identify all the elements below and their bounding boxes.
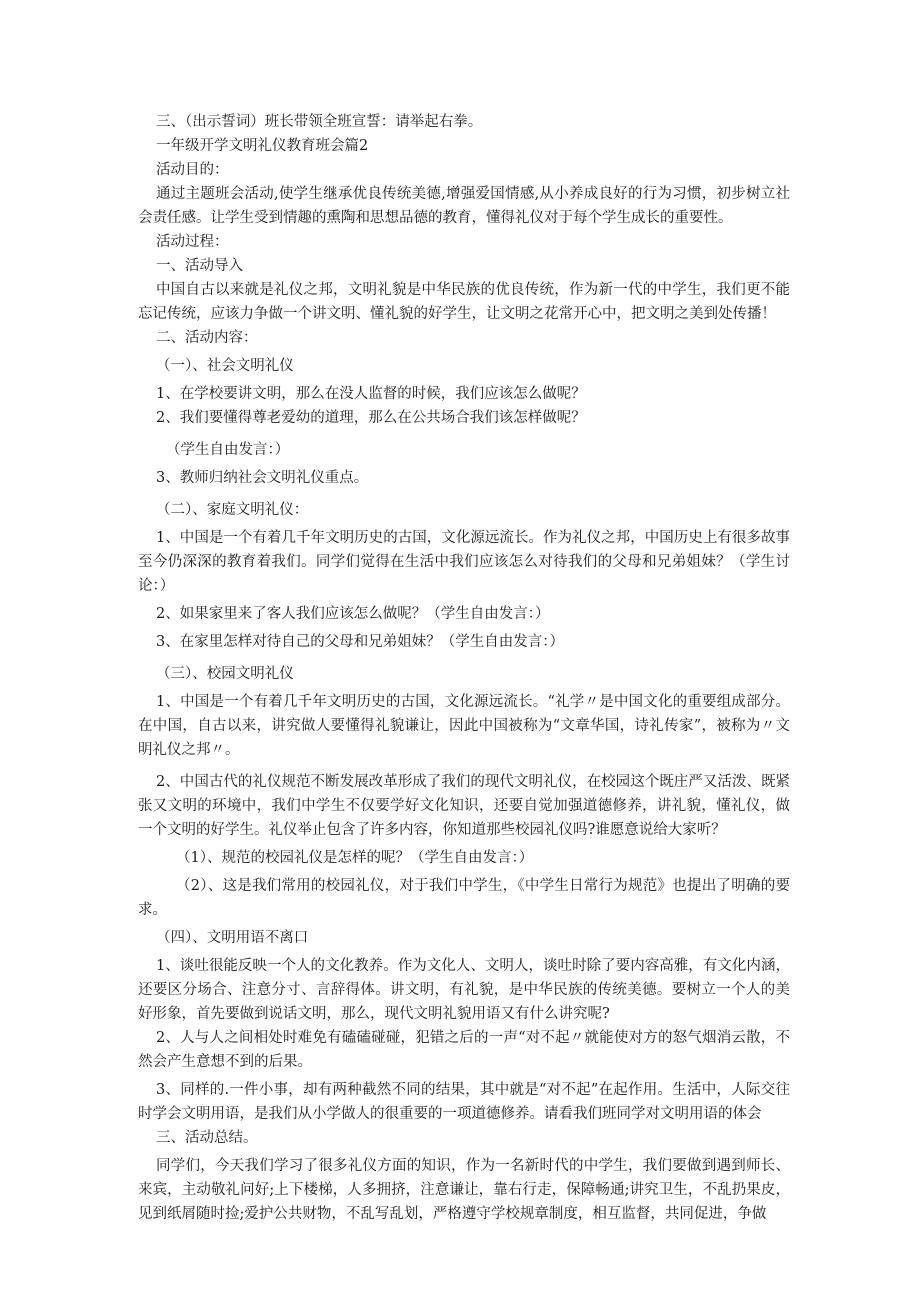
language-item-1: 1、谈吐很能反映一个人的文化教养。作为文化人、文明人，谈吐时除了要内容高雅，有文化内涵，还要区分场合、注意分寸、言辞得体。讲文明，有礼貌，是中华民族的传统美德。要树立一个人的美好形象，首先要做到说话文明，那么，现代文明礼貌用语又有什么讲究呢? xyxy=(138,958,790,1022)
campus-item-2: 2、中国古代的礼仪规范不断发展改革形成了我们的现代文明礼仪，在校园这个既庄严又活泼、既紧张又文明的环境中，我们中学生不仅要学好文化知识，还要自觉加强道德修养，讲礼貌，懂礼仪，做一个文明的好学生。礼仪举止包含了许多内容，你知道那些校园礼仪吗?谁愿意说给大家听？ xyxy=(138,774,790,838)
language-item-2: 2、人与人之间相处时难免有磕磕碰碰，犯错之后的一声“对不起〃就能使对方的怒气烟消云散，不然会产生意想不到的后果。 xyxy=(138,1030,790,1070)
social-item-3: 3、教师归纳社会文明礼仪重点。 xyxy=(156,470,369,486)
summary-paragraph: 同学们，今天我们学习了很多礼仪方面的知识，作为一名新时代的中学生，我们要做到遇到师长、来宾，主动敬礼问好;上下楼梯，人多拥挤，注意谦让，靠右行走，保障畅通;讲究卫生，不乱扔果皮，见到纸屑随时捡;爱护公共财物，不乱写乱划，严格遵守学校规章制度，相互监督，共同促进，争做 xyxy=(138,1158,790,1222)
section-title: 一年级开学文明礼仪教育班会篇2 xyxy=(156,138,369,154)
subheading-campus: （三）、校园文明礼仪 xyxy=(156,666,294,682)
subheading-family: （二）、家庭文明礼仪： xyxy=(156,502,309,518)
social-item-2: 2、我们要懂得尊老爱幼的道理，那么在公共场合我们该怎样做呢？ xyxy=(156,410,586,426)
campus-subitem-2: （2）、这是我们常用的校园礼仪，对于我们中学生，《中学生日常行为规范》也提出了明确的要求。 xyxy=(138,878,790,918)
heading-purpose: 活动目的： xyxy=(156,162,229,178)
heading-summary: 三、活动总结。 xyxy=(156,1130,258,1146)
language-item-3: 3、同样的.一件小事，却有两种截然不同的结果，其中就是“对不起”在起作用。生活中，人际交往时学会文明用语，是我们从小学做人的很重要的一项道德修养。请看我们班同学对文明用语的体会 xyxy=(138,1082,790,1122)
subheading-social: （一）、社会文明礼仪 xyxy=(156,358,294,374)
subheading-language: （四）、文明用语不离口 xyxy=(156,930,309,946)
student-speak-note: （学生自由发言：） xyxy=(166,442,290,458)
purpose-paragraph: 通过主题班会活动,使学生继承优良传统美德,增强爱国情感,从小养成良好的行为习惯，初步树立社会责任感。让学生受到情趣的熏陶和思想品德的教育，懂得礼仪对于每个学生成长的重要性。 xyxy=(138,186,790,226)
heading-content: 二、活动内容： xyxy=(156,330,258,346)
family-item-3: 3、在家里怎样对待自己的父母和兄弟姐妹？（学生自由发言：） xyxy=(156,634,564,650)
family-item-2: 2、如果家里来了客人我们应该怎么做呢？（学生自由发言：） xyxy=(156,606,550,622)
intro-paragraph: 中国自古以来就是礼仪之邦，文明礼貌是中华民族的优良传统，作为新一代的中学生，我们更不能忘记传统，应该力争做一个讲文明、懂礼貌的好学生，让文明之花常开心中，把文明之美到处传播！ xyxy=(138,282,790,322)
oath-line: 三、（出示誓词）班长带领全班宣誓：请举起右拳。 xyxy=(156,114,483,130)
social-item-1: 1、在学校要讲文明，那么在没人监督的时候，我们应该怎么做呢？ xyxy=(156,386,586,402)
campus-item-1: 1、中国是一个有着几千年文明历史的古国，文化源远流长。“礼学〃是中国文化的重要组成部分。在中国，自古以来，讲究做人要懂得礼貌谦让，因此中国被称为“文章华国，诗礼传家”，被称为〃文明礼仪之邦〃。 xyxy=(138,694,790,758)
campus-subitem-1: （1）、规范的校园礼仪是怎样的呢？（学生自由发言：） xyxy=(176,850,534,866)
document-page xyxy=(138,110,790,1226)
family-item-1: 1、中国是一个有着几千年文明历史的古国，文化源远流长。作为礼仪之邦，中国历史上有很多故事至今仍深深的教育着我们。同学们觉得在生活中我们应该怎么对待我们的父母和兄弟姐妹？（学生讨论：） xyxy=(138,530,790,594)
heading-intro: 一、活动导入 xyxy=(156,258,243,274)
heading-process: 活动过程： xyxy=(156,234,229,250)
